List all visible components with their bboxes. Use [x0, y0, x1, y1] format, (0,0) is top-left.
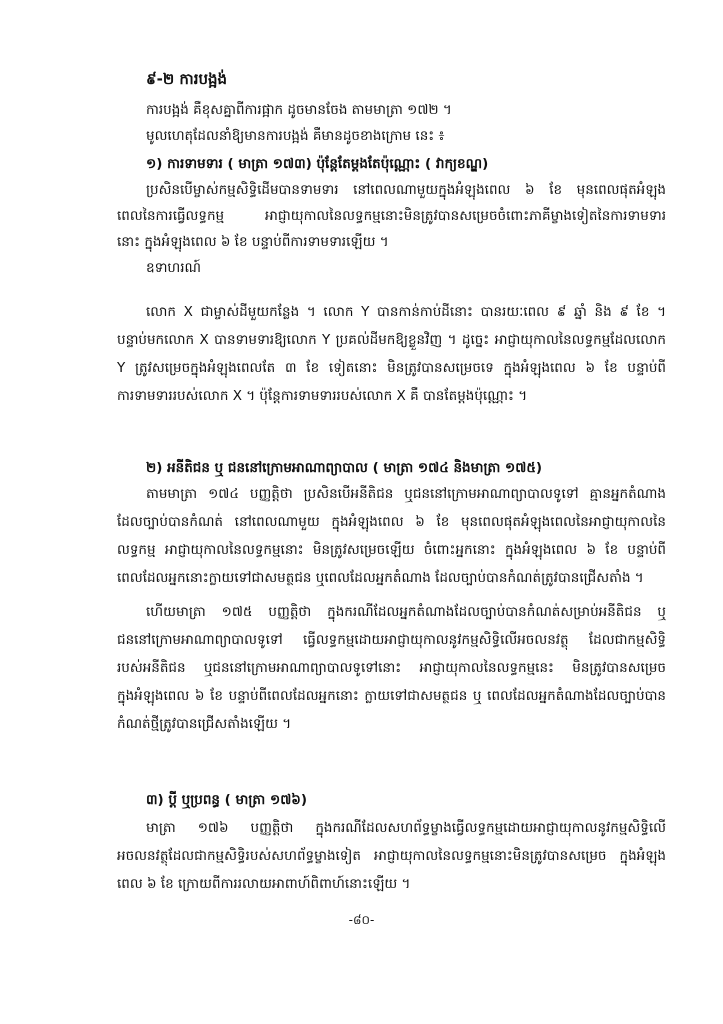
- example-line-1: លោក X ជាម្ចាស់ដីមួយកន្លែង ។ លោក Y បានកាន់កាប់ដីនោះ បានរយៈពេល ៩ ឆ្នាំ និង ៩ ខែ ។: [146, 304, 666, 320]
- item-2-p2-line-5: កំណត់ថ្មីត្រូវបានជ្រើសតាំងឡើយ ។: [117, 716, 292, 732]
- item-3-line-1: មាត្រា ១៧៦ បញ្ញត្តិថា ក្នុងករណីដែលសហព័ទ្ធម្ខាងធ្វើលទ្ធកម្មដោយអាជ្ញាយុកាលនូវកម្មសិទ្ធិលើ: [146, 820, 666, 836]
- item-3-line-2: អចលនវត្ថុដែលជាកម្មសិទ្ធិរបស់សហព័ទ្ធម្ខាងទៀត អាជ្ញាយុកាលនៃលទ្ធកម្មនោះមិនត្រូវបានសម្រេច ក្នុងអំឡុង: [117, 848, 666, 864]
- item-2-p2-line-3: របស់អនីតិជន ឬជននៅក្រោមអាណាព្យាបាលទូទៅនោះ អាជ្ញាយុកាលនៃលទ្ធកម្មនេះ មិនត្រូវបានសម្រេច: [117, 660, 666, 676]
- intro-line-2: មូលហេតុដែលនាំឱ្យមានការបង្អង់ គឺមានដូចខាងក្រោម នេះ ៖: [146, 128, 445, 144]
- item-2-p1-line-2: ដែលច្បាប់បានកំណត់ នៅពេលណាមួយ ក្នុងអំឡុងពេល ៦ ខែ មុនពេលផុតអំឡុងពេលនៃអាជ្ញាយុកាលនៃ: [117, 514, 666, 530]
- item-2-p1-line-4: ពេលដែលអ្នកនោះក្លាយទៅជាសមត្ថជន ឬពេលដែលអ្នកតំណាង ដែលច្បាប់បានកំណត់ត្រូវបានជ្រើសតាំង ។: [117, 570, 644, 586]
- intro-line-1: ការបង្អង់ គឺខុសគ្នាពីការផ្អាក ដូចមានចែង តាមមាត្រា ១៧២ ។: [146, 102, 452, 118]
- item-3-line-3: ពេល ៦ ខែ ក្រោយពីការរលាយអាពាហ៍ពិពាហ៍នោះឡើយ ។: [117, 876, 411, 892]
- item-2-heading: ២) អនីតិជន ឬ ជននៅក្រោមអាណាព្យាបាល ( មាត្រា ១៧៤ និងមាត្រា ១៧៥): [146, 460, 543, 476]
- example-label: ឧទាហរណ៍: [146, 260, 202, 276]
- item-1-heading: ១) ការទាមទារ ( មាត្រា ១៧៣) ប៉ុន្តែតែម្តងតែប៉ុណ្ណោះ ( វាក្យខណ្ឌ): [146, 156, 489, 172]
- item-1-line-3: នោះ ក្នុងអំឡុងពេល ៦ ខែ បន្ទាប់ពីការទាមទារឡើយ ។: [117, 234, 389, 250]
- page-number: -៨០-: [348, 913, 375, 927]
- section-title: ៩-២ ការបង្អង់: [146, 70, 228, 88]
- example-line-4: ការទាមទាររបស់លោក X ។ ប៉ុន្តែការទាមទាររបស់លោក X គឺ បានតែម្តងប៉ុណ្ណោះ ។: [117, 388, 528, 404]
- item-1-line-1: ប្រសិនបើម្ចាស់កម្មសិទ្ធិដើមបានទាមទារ នៅពេលណាមួយក្នុងអំឡុងពេល ៦ ខែ មុនពេលផុតអំឡុង: [146, 182, 666, 198]
- item-3-heading: ៣) ប្តី ឬប្រពន្ធ ( មាត្រា ១៧៦): [146, 792, 307, 808]
- item-2-p2-line-1: ហើយមាត្រា ១៧៥ បញ្ញត្តិថា ក្នុងករណីដែលអ្នកតំណាងដែលច្បាប់បានកំណត់សម្រាប់អនីតិជន ឬ: [146, 604, 666, 620]
- item-1-line-2: ពេលនៃការធ្វើលទ្ធកម្ម អាជ្ញាយុកាលនៃលទ្ធកម្មនោះមិនត្រូវបានសម្រេចចំពោះភាគីម្ខាងទៀតនៃការទាមទារ: [117, 208, 666, 224]
- item-2-p1-line-3: លទ្ធកម្ម អាជ្ញាយុកាលនៃលទ្ធកម្មនោះ មិនត្រូវសម្រេចឡើយ ចំពោះអ្នកនោះ ក្នុងអំឡុងពេល ៦ ខែ បន្ទាប់ពី: [117, 542, 666, 558]
- example-line-3: Y ត្រូវសម្រេចក្នុងអំឡុងពេលតែ ៣ ខែ ទៀតនោះ មិនត្រូវបានសម្រេចទេ ក្នុងអំឡុងពេល ៦ ខែ បន្ទាប់ពី: [117, 360, 666, 376]
- item-2-p2-line-2: ជននៅក្រោមអាណាព្យាបាលទូទៅ ធ្វើលទ្ធកម្មដោយអាជ្ញាយុកាលនូវកម្មសិទ្ធិលើអចលនវត្ថុ ដែលជាកម្មសិទ្ធិ: [117, 632, 666, 648]
- item-2-p2-line-4: ក្នុងអំឡុងពេល ៦ ខែ បន្ទាប់ពីពេលដែលអ្នកនោះ ក្លាយទៅជាសមត្ថជន ឬ ពេលដែលអ្នកតំណាងដែលច្បាប់បាន: [117, 688, 666, 704]
- example-line-2: បន្ទាប់មកលោក X បានទាមទារឱ្យលោក Y ប្រគល់ដីមកឱ្យខ្លួនវិញ ។ ដូច្នេះ អាជ្ញាយុកាលនៃលទ្ធកម្មដែលលោក: [117, 332, 666, 348]
- item-2-p1-line-1: តាមមាត្រា ១៧៤ បញ្ញត្តិថា ប្រសិនបើអនីតិជន ឬជននៅក្រោមអាណាព្យាបាលទូទៅ គ្មានអ្នកតំណាង: [146, 486, 666, 502]
